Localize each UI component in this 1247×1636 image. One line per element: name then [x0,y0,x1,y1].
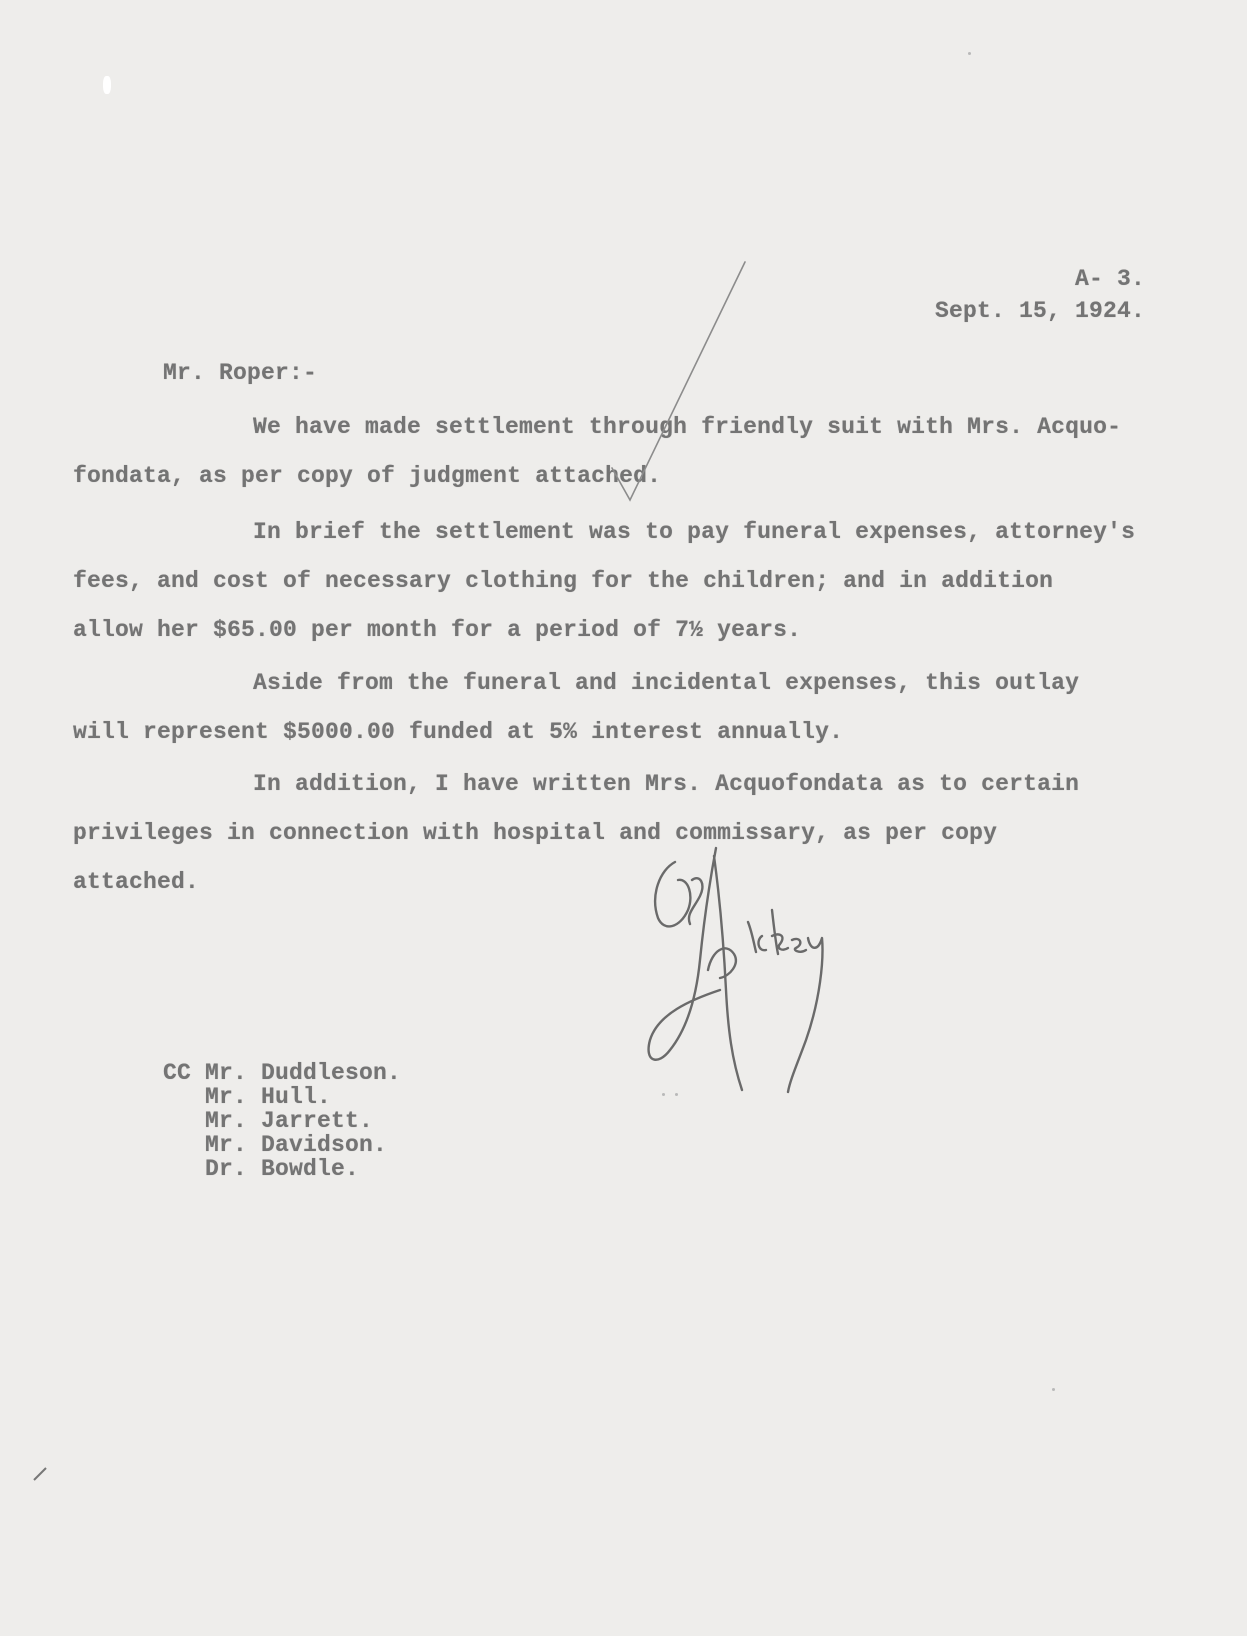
paragraph-2-line-1: In brief the settlement was to pay funeral expenses, attorney's [253,519,1136,545]
paragraph-3-line-1: Aside from the funeral and incidental expenses, this outlay [253,670,1080,696]
cc-recipient: Mr. Jarrett. [205,1108,374,1134]
handwritten-signature [630,840,860,1100]
cc-list [163,1061,401,1181]
cc-row [163,1109,401,1133]
paper-speck [675,1093,678,1096]
paragraph-3 [73,659,1223,757]
cc-row [163,1085,401,1109]
paragraph-2-line-3: allow her $65.00 per month for a period of 7½ years. [73,617,802,643]
paragraph-4-line-1: In addition, I have written Mrs. Acquofondata as to certain [253,771,1080,797]
cc-row [163,1133,401,1157]
paragraph-4-line-2: privileges in connection with hospital and commissary, as per copy [73,820,998,846]
cc-recipient: Mr. Hull. [205,1084,332,1110]
paragraph-1 [73,403,1223,501]
reference-number: A- 3. [1074,266,1145,292]
paragraph-1-line-1: We have made settlement through friendly suit with Mrs. Acquo- [253,414,1122,440]
paper-speck [103,76,111,94]
reference-block [935,263,1145,327]
cc-row [163,1157,401,1181]
salutation: Mr. Roper:- [163,360,318,386]
cc-recipient: Mr. Duddleson. [205,1060,402,1086]
cc-recipient: Mr. Davidson. [205,1132,388,1158]
paragraph-4-line-3: attached. [73,869,200,895]
paragraph-1-line-2: fondata, as per copy of judgment attached. [73,463,662,489]
cc-recipient: Dr. Bowdle. [205,1156,360,1182]
letter-date: Sept. 15, 1924. [934,298,1145,324]
paragraph-3-line-2: will represent $5000.00 funded at 5% interest annually. [73,719,844,745]
cc-prefix: CC [163,1060,192,1086]
paragraph-2-line-2: fees, and cost of necessary clothing for the children; and in addition [73,568,1054,594]
cc-row [163,1061,401,1085]
paper-speck [968,52,971,55]
paper-speck [1052,1388,1055,1391]
paragraph-2 [73,508,1223,655]
paper-speck [662,1093,665,1096]
